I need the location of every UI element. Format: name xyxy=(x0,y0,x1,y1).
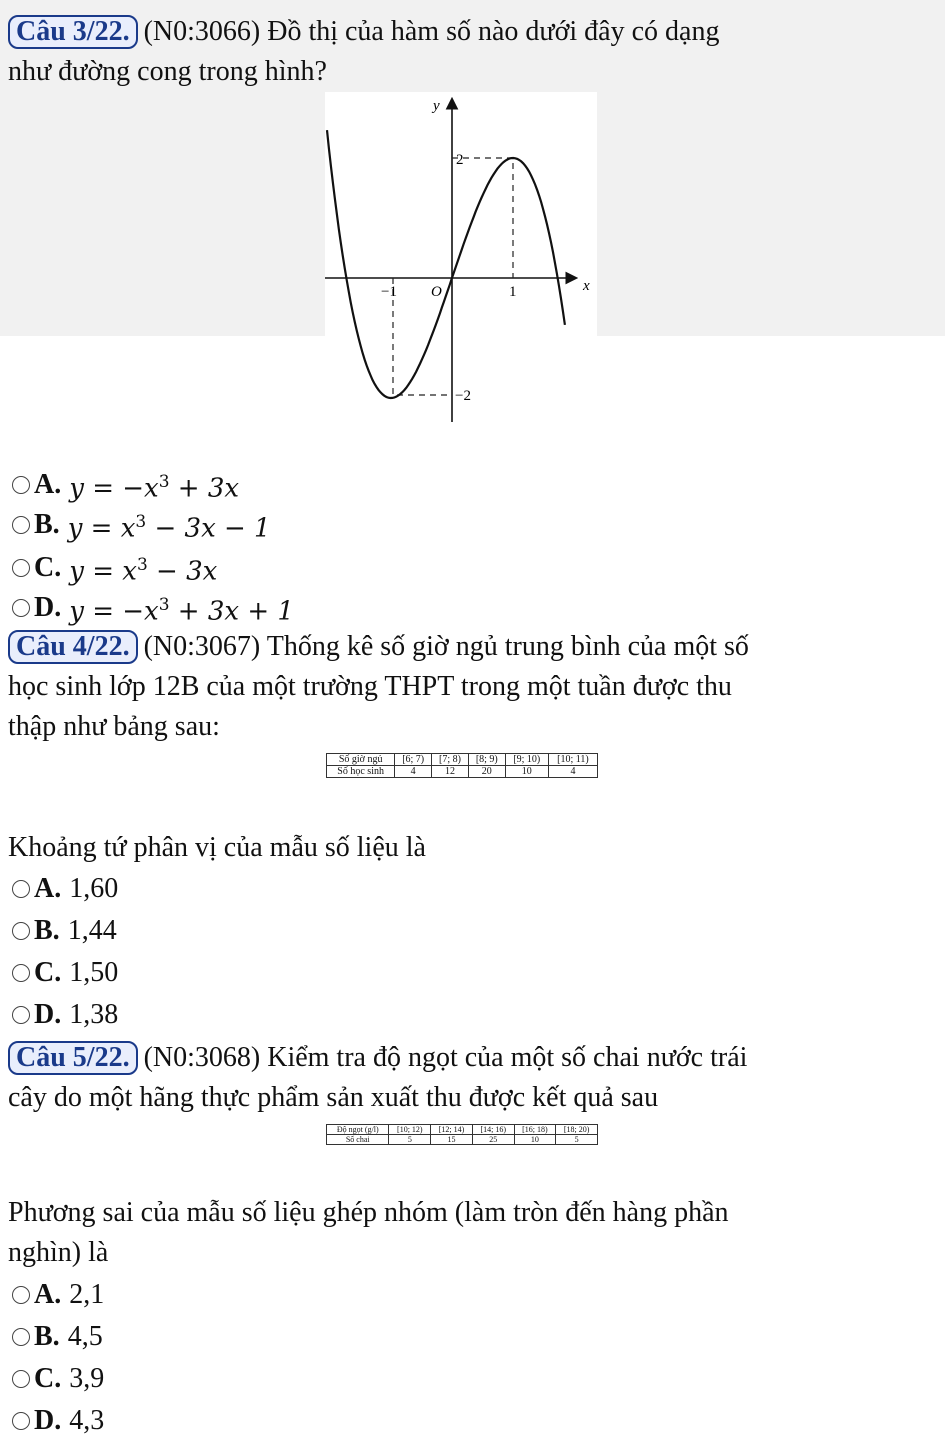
question-3-text xyxy=(8,12,928,92)
sweetness-table xyxy=(326,1124,598,1145)
table-cell: 15 xyxy=(431,1135,473,1145)
question-5-prompt-line-2: nghìn) là xyxy=(8,1237,109,1268)
q4-option-a-text: 1,60 xyxy=(69,873,119,904)
q4-option-c-radio[interactable] xyxy=(12,964,30,982)
q5-option-d-radio[interactable] xyxy=(12,1412,30,1430)
table-cell: 12 xyxy=(432,766,469,778)
table-cell: 20 xyxy=(468,766,505,778)
table-header-cell: Độ ngọt (g/l) xyxy=(327,1125,389,1135)
q4-option-d-letter: D. xyxy=(34,999,62,1030)
q3-option-b-formula: $y = x^3 - 3x - 1$ xyxy=(67,512,271,544)
table-header-cell: Số giờ ngủ xyxy=(327,754,395,766)
question-5-prompt-line-1: Phương sai của mẫu số liệu ghép nhóm (làm tròn đến hàng phần xyxy=(8,1197,729,1228)
tick-label-x-minus-1: −1 xyxy=(381,284,397,300)
q5-option-a-radio[interactable] xyxy=(12,1286,30,1304)
question-5-line-1: (N0:3068) Kiểm tra độ ngọt của một số chai nước trái xyxy=(143,1042,748,1073)
q5-option-b-radio[interactable] xyxy=(12,1328,30,1346)
tick-label-x-1: 1 xyxy=(509,284,517,300)
function-graph xyxy=(325,92,597,426)
q3-option-d-lhs: y xyxy=(69,596,84,627)
table-cell: [12; 14) xyxy=(431,1125,473,1135)
q3-option-b-tail: − 3x − 1 xyxy=(146,513,271,544)
table-cell: [18; 20) xyxy=(556,1125,598,1135)
min-guide-lines xyxy=(393,278,452,395)
q4-option-c-text: 1,50 xyxy=(69,957,119,988)
table-row xyxy=(327,1125,598,1135)
q3-option-c-rhs: x xyxy=(122,556,137,587)
table-cell: [8; 9) xyxy=(468,754,505,766)
q3-option-a-letter: A. xyxy=(34,469,62,501)
q5-option-c-letter: C. xyxy=(34,1363,62,1394)
table-cell: 4 xyxy=(395,766,432,778)
q3-option-c-tail: − 3x xyxy=(147,556,218,587)
table-cell: [14; 16) xyxy=(472,1125,514,1135)
q5-option-a-letter: A. xyxy=(34,1279,62,1310)
table-cell: 10 xyxy=(505,766,548,778)
q3-option-a-exponent: 3 xyxy=(158,472,170,492)
table-cell: [9; 10) xyxy=(505,754,548,766)
q3-option-b-letter: B. xyxy=(34,509,60,541)
question-5-badge: Câu 5/22. xyxy=(8,1041,138,1075)
q3-option-a-formula: $y = -x^3 + 3x$ xyxy=(69,472,240,504)
tick-label-y-2: 2 xyxy=(456,152,464,168)
max-guide-lines xyxy=(452,158,513,278)
q4-option-a-letter: A. xyxy=(34,873,62,904)
q3-option-c-lhs: y xyxy=(69,556,84,587)
q3-option-c[interactable] xyxy=(12,547,217,590)
q3-option-d[interactable] xyxy=(12,587,294,630)
function-graph-svg xyxy=(325,92,597,426)
q3-option-b-exponent: 3 xyxy=(135,512,147,532)
table-header-cell: Số học sinh xyxy=(327,766,395,778)
q5-option-b-letter: B. xyxy=(34,1321,60,1352)
table-cell: [10; 11) xyxy=(548,754,597,766)
table-row xyxy=(327,1135,598,1145)
q3-option-c-formula: $y = x^3 - 3x$ xyxy=(69,555,218,587)
q3-option-b-radio[interactable] xyxy=(12,516,30,534)
q5-option-c-radio[interactable] xyxy=(12,1370,30,1388)
q4-option-d-text: 1,38 xyxy=(69,999,119,1030)
q4-option-c[interactable] xyxy=(12,955,118,991)
q3-option-c-exponent: 3 xyxy=(136,555,148,575)
q3-option-d-exponent: 3 xyxy=(158,595,170,615)
q5-option-b[interactable] xyxy=(12,1319,103,1355)
q3-option-d-formula: $y = -x^3 + 3x + 1$ xyxy=(69,595,294,627)
table-cell: [10; 12) xyxy=(389,1125,431,1135)
q4-option-b-letter: B. xyxy=(34,915,60,946)
q3-option-d-rhs: −x xyxy=(122,596,159,627)
question-4-line-3: thập như bảng sau: xyxy=(8,711,220,742)
question-5-text xyxy=(8,1038,928,1118)
question-5-prompt xyxy=(8,1193,928,1273)
q4-option-a[interactable] xyxy=(12,871,118,907)
q4-option-c-letter: C. xyxy=(34,957,62,988)
q5-option-c-text: 3,9 xyxy=(69,1363,105,1394)
q5-option-d[interactable] xyxy=(12,1403,104,1439)
question-3-line-1: (N0:3066) Đồ thị của hàm số nào dưới đây có dạng xyxy=(143,16,720,47)
q3-option-a-lhs: y xyxy=(69,473,84,504)
q3-option-a-radio[interactable] xyxy=(12,476,30,494)
q5-option-d-text: 4,3 xyxy=(69,1405,105,1436)
origin-label: O xyxy=(431,284,442,300)
question-3-line-2: như đường cong trong hình? xyxy=(8,56,327,87)
question-4-text xyxy=(8,627,928,747)
q3-option-a-tail: + 3x xyxy=(169,473,240,504)
table-header-cell: Số chai xyxy=(327,1135,389,1145)
question-3-badge: Câu 3/22. xyxy=(8,15,138,49)
table-cell: 25 xyxy=(472,1135,514,1145)
q5-option-a[interactable] xyxy=(12,1277,104,1313)
q3-option-b-rhs: x xyxy=(120,513,136,544)
q4-option-b[interactable] xyxy=(12,913,117,949)
y-axis-label: y xyxy=(433,98,440,114)
q5-option-c[interactable] xyxy=(12,1361,104,1397)
q4-option-a-radio[interactable] xyxy=(12,880,30,898)
q3-option-a[interactable] xyxy=(12,464,239,507)
question-4-prompt: Khoảng tứ phân vị của mẫu số liệu là xyxy=(8,832,426,863)
table-cell: 4 xyxy=(548,766,597,778)
q3-option-d-radio[interactable] xyxy=(12,599,30,617)
q4-option-b-radio[interactable] xyxy=(12,922,30,940)
table-cell: 10 xyxy=(514,1135,556,1145)
table-cell: 5 xyxy=(556,1135,598,1145)
q3-option-c-letter: C. xyxy=(34,552,62,584)
tick-label-y-minus-2: −2 xyxy=(455,388,471,404)
table-cell: [6; 7) xyxy=(395,754,432,766)
q4-option-d[interactable] xyxy=(12,997,118,1033)
question-4-line-2: học sinh lớp 12B của một trường THPT trong một tuần được thu xyxy=(8,671,732,702)
sleep-hours-table xyxy=(326,753,598,778)
table-row xyxy=(327,754,598,766)
x-axis-label: x xyxy=(583,278,590,294)
q4-option-b-text: 1,44 xyxy=(67,915,117,946)
cubic-curve xyxy=(327,130,565,398)
q5-option-d-letter: D. xyxy=(34,1405,62,1436)
question-4-badge: Câu 4/22. xyxy=(8,630,138,664)
q3-option-d-letter: D. xyxy=(34,592,62,624)
table-cell: [7; 8) xyxy=(432,754,469,766)
question-5-line-2: cây do một hãng thực phẩm sản xuất thu được kết quả sau xyxy=(8,1082,659,1113)
table-cell: 5 xyxy=(389,1135,431,1145)
table-row xyxy=(327,766,598,778)
q5-option-a-text: 2,1 xyxy=(69,1279,105,1310)
question-4-line-1: (N0:3067) Thống kê số giờ ngủ trung bình của một số xyxy=(143,631,749,662)
q3-option-d-tail: + 3x + 1 xyxy=(169,596,294,627)
q3-option-a-rhs: −x xyxy=(122,473,159,504)
q4-option-d-radio[interactable] xyxy=(12,1006,30,1024)
q3-option-b[interactable] xyxy=(12,504,271,547)
table-cell: [16; 18) xyxy=(514,1125,556,1135)
q5-option-b-text: 4,5 xyxy=(67,1321,103,1352)
q3-option-b-lhs: y xyxy=(67,513,83,544)
q3-option-c-radio[interactable] xyxy=(12,559,30,577)
